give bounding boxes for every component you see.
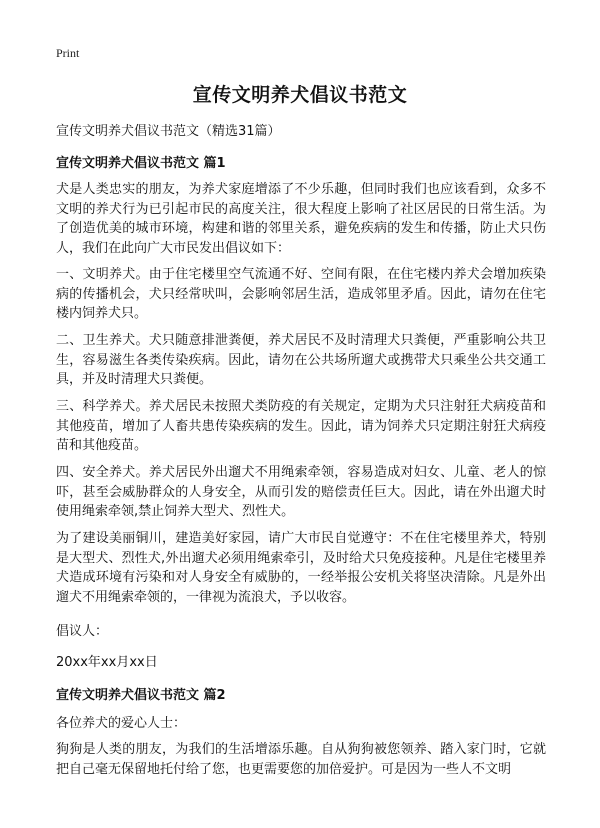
date-line: 20xx年xx月xx日 bbox=[56, 655, 158, 670]
paragraph: 狗狗是人类的朋友，为我们的生活增添乐趣。自从狗狗被您领养、踏入家门时，它就把自己毫无保留地托付给了您，也更需要您的加倍爱护。可是因为一些人不文明 bbox=[56, 742, 546, 777]
document-title: 宣传文明养犬倡议书范文 bbox=[192, 84, 408, 106]
paragraph: 四、安全养犬。养犬居民外出遛犬不用绳索牵领，容易造成对妇女、儿童、老人的惊吓，甚至会威胁群众的人身安全，从而引发的赔偿责任巨大。因此，请在外出遛犬时使用绳索牵领,禁止饲养大型犬、烈性犬。 bbox=[56, 465, 546, 519]
paragraph: 犬是人类忠实的朋友，为养犬家庭增添了不少乐趣，但同时我们也应该看到，众多不文明的养犬行为已引起市民的高度关注，很大程度上影响了社区居民的日常生活。为了创造优美的城市环境，构建和谐的邻里关系，避免疾病的发生和传播，防止犬只伤人，我们在此向广大市民发出倡议如下： bbox=[56, 182, 546, 256]
signature-label: 倡议人： bbox=[56, 624, 109, 639]
paragraph: 一、文明养犬。由于住宅楼里空气流通不好、空间有限，在住宅楼内养犬会增加疾染病的传播机会，犬只经常吠叫，会影响邻居生活，造成邻里矛盾。因此，请勿在住宅楼内饲养犬只。 bbox=[56, 267, 546, 321]
section-heading: 宣传文明养犬倡议书范文 篇2 bbox=[56, 688, 226, 703]
document-subtitle: 宣传文明养犬倡议书范文（精选31篇） bbox=[56, 124, 281, 139]
paragraph: 为了建设美丽铜川，建造美好家园，请广大市民自觉遵守：不在住宅楼里养犬，特别是大型犬、烈性犬,外出遛犬必须用绳索牵引，及时给犬只免疫接种。凡是住宅楼里养犬造成环境有污染和对人身安全有威胁的，一经举报公安机关将坚决清除。凡是外出遛犬不用绳索牵领的，一律视为流浪犬，予以收容。 bbox=[56, 531, 546, 605]
paragraph: 三、科学养犬。养犬居民未按照犬类防疫的有关规定，定期为犬只注射狂犬病疫苗和其他疫苗，增加了人畜共患传染疾病的发生。因此，请为饲养犬只定期注射狂犬病疫苗和其他疫苗。 bbox=[56, 399, 546, 453]
print-label[interactable]: Print bbox=[56, 46, 80, 60]
paragraph: 二、卫生养犬。犬只随意排泄粪便，养犬居民不及时清理犬只粪便，严重影响公共卫生，容易滋生各类传染疾病。因此，请勿在公共场所遛犬或携带犬只乘坐公共交通工具，并及时清理犬只粪便。 bbox=[56, 333, 546, 387]
section-heading: 宣传文明养犬倡议书范文 篇1 bbox=[56, 156, 226, 171]
greeting: 各位养犬的爱心人士： bbox=[56, 716, 187, 731]
